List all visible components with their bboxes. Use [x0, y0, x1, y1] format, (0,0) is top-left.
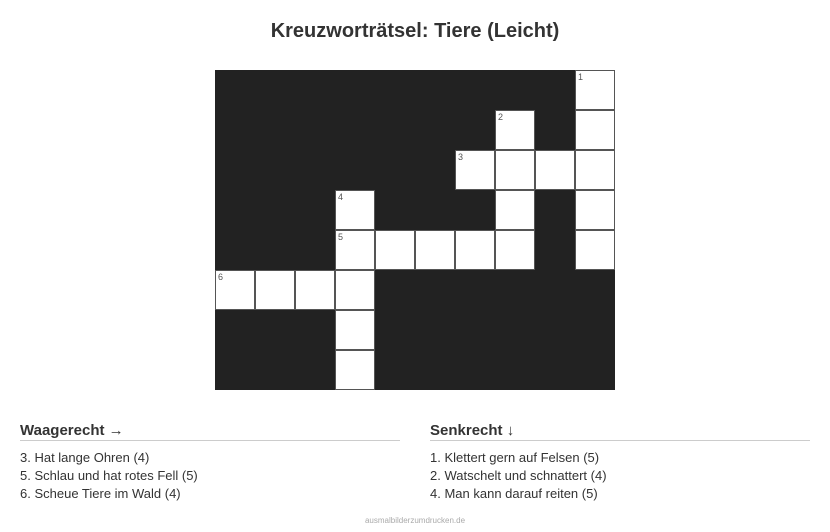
across-heading [20, 422, 400, 441]
grid-cell[interactable] [295, 270, 335, 310]
clue-number: 5 [338, 232, 344, 242]
clue-number: 6 [218, 272, 224, 282]
footer-credit: ausmalbilderzumdrucken.de [364, 516, 466, 525]
down-clue: 4. Man kann darauf reiten (5) [430, 486, 598, 501]
across-clue: 5. Schlau und hat rotes Fell (5) [20, 468, 198, 483]
clue-number: 3 [458, 152, 464, 162]
grid-cell[interactable] [575, 230, 615, 270]
grid-cell[interactable] [215, 270, 255, 310]
grid-cell[interactable] [495, 190, 535, 230]
grid-cell[interactable] [575, 190, 615, 230]
grid-cell[interactable] [535, 150, 575, 190]
grid-cell[interactable] [495, 230, 535, 270]
grid-cell[interactable] [335, 310, 375, 350]
grid-cell[interactable] [575, 150, 615, 190]
grid-cell[interactable] [495, 150, 535, 190]
puzzle-title: Kreuzworträtsel: Tiere (Leicht) [270, 20, 560, 42]
down-clue: 1. Klettert gern auf Felsen (5) [430, 450, 600, 465]
grid-cell[interactable] [455, 230, 495, 270]
grid-cell[interactable] [335, 230, 375, 270]
grid-cell[interactable] [255, 270, 295, 310]
grid-cell[interactable] [375, 230, 415, 270]
across-clues [20, 422, 400, 503]
down-heading [430, 422, 810, 441]
down-clues [430, 422, 810, 503]
clue-number: 1 [578, 72, 584, 82]
grid-cell[interactable] [575, 110, 615, 150]
right-arrow-icon: → [108, 422, 124, 439]
across-heading-label: Waagerecht [20, 422, 105, 439]
down-heading-label: Senkrecht [430, 422, 503, 439]
grid-cell[interactable] [495, 110, 535, 150]
down-arrow-icon: ↓ [506, 422, 515, 439]
grid-cell[interactable] [335, 270, 375, 310]
grid-cell[interactable] [415, 230, 455, 270]
across-clue: 3. Hat lange Ohren (4) [20, 450, 150, 465]
grid-cell[interactable] [575, 70, 615, 110]
clue-number: 2 [498, 112, 504, 122]
across-clue: 6. Scheue Tiere im Wald (4) [20, 486, 181, 501]
crossword-grid [215, 70, 615, 390]
grid-cell[interactable] [335, 190, 375, 230]
grid-cell[interactable] [455, 150, 495, 190]
clue-number: 4 [338, 192, 344, 202]
down-clue: 2. Watschelt und schnattert (4) [430, 468, 607, 483]
grid-cell[interactable] [335, 350, 375, 390]
